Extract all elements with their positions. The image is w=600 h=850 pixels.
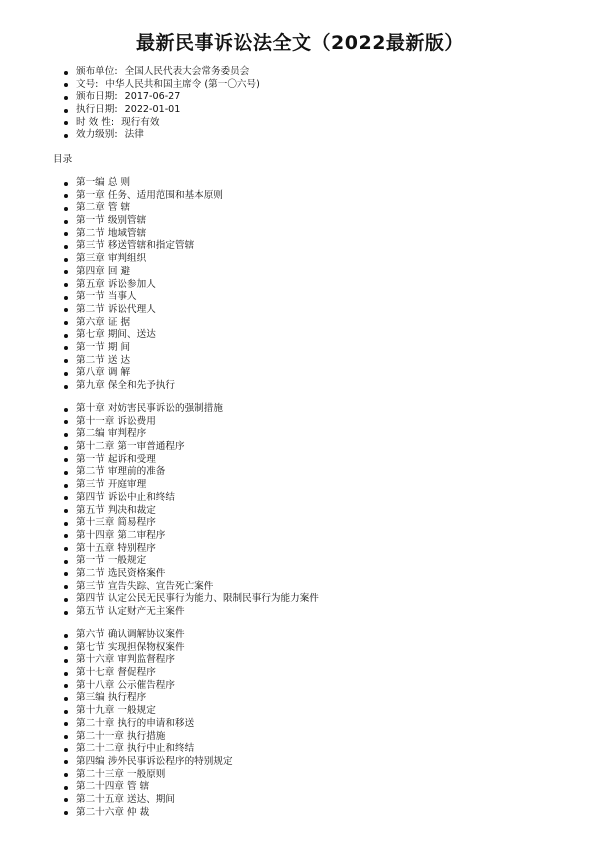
toc-item-label: 第二节 审理前的准备 [76, 466, 166, 478]
toc-item[interactable] [0, 329, 223, 342]
toc-item[interactable] [0, 428, 319, 441]
bullet-icon [64, 270, 68, 274]
meta-item-doc-number [0, 79, 260, 92]
toc-item-label: 第二十一章 执行措施 [76, 730, 166, 742]
toc-item-label: 第二十二章 执行中止和终结 [76, 743, 195, 755]
toc-item-label: 第十三章 简易程序 [76, 517, 156, 529]
toc-item[interactable] [0, 667, 233, 680]
toc-item-label: 第二十章 执行的申请和移送 [76, 717, 195, 729]
bullet-icon [64, 585, 68, 589]
toc-item[interactable] [0, 692, 233, 705]
meta-label: 时 效 性: [76, 116, 115, 128]
toc-item-label: 第七节 实现担保物权案件 [76, 641, 185, 653]
toc-item[interactable] [0, 479, 319, 492]
toc-item-label: 第五节 判决和裁定 [76, 504, 156, 516]
bullet-icon [64, 646, 68, 650]
meta-label: 效力级别: [76, 129, 118, 141]
toc-item[interactable] [0, 568, 319, 581]
bullet-icon [64, 283, 68, 287]
toc-item-label: 第六节 确认调解协议案件 [76, 629, 185, 640]
toc-item[interactable] [0, 492, 319, 505]
toc-item[interactable] [0, 743, 233, 756]
bullet-icon [64, 359, 68, 363]
toc-item-label: 第三节 宣告失踪、宣告死亡案件 [76, 580, 214, 592]
toc-list-3 [0, 629, 233, 819]
toc-item[interactable] [0, 291, 223, 304]
toc-item-label: 第四编 涉外民事诉讼程序的特别规定 [76, 755, 233, 767]
bullet-icon [64, 220, 68, 224]
toc-item-label: 第二章 管 辖 [76, 202, 131, 214]
bullet-icon [64, 773, 68, 777]
toc-item-label: 第一编 总 则 [76, 177, 131, 188]
toc-item[interactable] [0, 202, 223, 215]
toc-item[interactable] [0, 654, 233, 667]
toc-list-2 [0, 403, 319, 619]
toc-item-label: 第七章 期间、送达 [76, 329, 156, 341]
meta-value: 全国人民代表大会常务委员会 [124, 66, 250, 77]
toc-item[interactable] [0, 581, 319, 594]
bullet-icon [64, 634, 68, 638]
bullet-icon [64, 672, 68, 676]
bullet-icon [64, 509, 68, 513]
bullet-icon [64, 547, 68, 551]
toc-item[interactable] [0, 517, 319, 530]
toc-heading: 目录 [53, 154, 73, 165]
toc-item-label: 第十六章 审判监督程序 [76, 654, 175, 666]
toc-item[interactable] [0, 756, 233, 769]
bullet-icon [64, 71, 68, 75]
toc-item-label: 第四节 诉讼中止和终结 [76, 491, 175, 503]
bullet-icon [64, 245, 68, 249]
toc-item[interactable] [0, 530, 319, 543]
meta-value: 现行有效 [121, 116, 160, 128]
toc-item[interactable] [0, 253, 223, 266]
toc-item-label: 第五章 诉讼参加人 [76, 278, 156, 290]
meta-value: 2022-01-01 [124, 104, 181, 116]
toc-item[interactable] [0, 279, 223, 292]
toc-item[interactable] [0, 454, 319, 467]
toc-item[interactable] [0, 240, 223, 253]
meta-value: 法律 [124, 129, 144, 141]
bullet-icon [64, 611, 68, 615]
toc-item-label: 第十一章 诉讼费用 [76, 415, 156, 427]
toc-item-label: 第四节 认定公民无民事行为能力、限制民事行为能力案件 [76, 593, 319, 605]
meta-value: 中华人民共和国主席令 (第一〇六号) [105, 78, 260, 90]
bullet-icon [64, 659, 68, 663]
bullet-icon [64, 811, 68, 815]
toc-item-label: 第二编 审判程序 [76, 428, 147, 440]
bullet-icon [64, 496, 68, 500]
bullet-icon [64, 182, 68, 186]
toc-item[interactable] [0, 718, 233, 731]
bullet-icon [64, 522, 68, 526]
page-title: 最新民事诉讼法全文（2022最新版） [136, 32, 464, 54]
toc-item-label: 第一节 级别管辖 [76, 215, 147, 227]
bullet-icon [64, 296, 68, 300]
toc-item-label: 第九章 保全和先予执行 [76, 380, 175, 391]
toc-item-label: 第十五章 特别程序 [76, 542, 156, 554]
toc-item[interactable] [0, 629, 233, 642]
meta-item-validity [0, 117, 260, 130]
toc-item[interactable] [0, 593, 319, 606]
toc-item[interactable] [0, 441, 319, 454]
toc-item-label: 第十二章 第一审普通程序 [76, 441, 185, 453]
bullet-icon [64, 433, 68, 437]
bullet-icon [64, 134, 68, 138]
bullet-icon [64, 722, 68, 726]
toc-item-label: 第三编 执行程序 [76, 692, 147, 704]
bullet-icon [64, 697, 68, 701]
toc-item[interactable] [0, 466, 319, 479]
bullet-icon [64, 232, 68, 236]
toc-item-label: 第二十三章 一般原则 [76, 768, 166, 780]
toc-item[interactable] [0, 555, 319, 568]
toc-item[interactable] [0, 416, 319, 429]
toc-item[interactable] [0, 505, 319, 518]
bullet-icon [64, 735, 68, 739]
toc-item-label: 第三节 开庭审理 [76, 479, 147, 491]
bullet-icon [64, 446, 68, 450]
bullet-icon [64, 798, 68, 802]
toc-item[interactable] [0, 807, 233, 820]
bullet-icon [64, 372, 68, 376]
bullet-icon [64, 321, 68, 325]
bullet-icon [64, 334, 68, 338]
toc-item[interactable] [0, 794, 233, 807]
toc-item-label: 第一节 起诉和受理 [76, 453, 156, 465]
toc-item[interactable] [0, 680, 233, 693]
bullet-icon [64, 308, 68, 312]
toc-item[interactable] [0, 177, 223, 190]
toc-item[interactable] [0, 355, 223, 368]
bullet-icon [64, 194, 68, 198]
toc-item-label: 第二十四章 管 辖 [76, 781, 150, 793]
bullet-icon [64, 83, 68, 87]
toc-item-label: 第二节 诉讼代理人 [76, 303, 156, 315]
bullet-icon [64, 786, 68, 790]
meta-item-effective-date [0, 104, 260, 117]
toc-item[interactable] [0, 705, 233, 718]
meta-item-issuer [0, 66, 260, 79]
toc-item-label: 第五节 认定财产无主案件 [76, 606, 185, 617]
toc-item[interactable] [0, 215, 223, 228]
toc-item-label: 第二节 送 达 [76, 354, 131, 366]
bullet-icon [64, 109, 68, 113]
meta-label: 颁布单位: [76, 66, 118, 77]
toc-item-label: 第十八章 公示催告程序 [76, 679, 175, 691]
toc-item-label: 第一章 任务、适用范围和基本原则 [76, 189, 223, 201]
toc-item-label: 第四章 回 避 [76, 265, 131, 277]
toc-item-label: 第二十六章 仲 裁 [76, 806, 150, 818]
meta-item-issue-date [0, 91, 260, 104]
toc-item-label: 第十章 对妨害民事诉讼的强制措施 [76, 403, 223, 414]
bullet-icon [64, 96, 68, 100]
bullet-icon [64, 258, 68, 262]
toc-item[interactable] [0, 543, 319, 556]
bullet-icon [64, 420, 68, 424]
toc-item[interactable] [0, 403, 319, 416]
bullet-icon [64, 710, 68, 714]
toc-list-1 [0, 177, 223, 393]
meta-label: 执行日期: [76, 104, 118, 116]
toc-item[interactable] [0, 342, 223, 355]
toc-item-label: 第一节 一般规定 [76, 555, 147, 567]
meta-label: 颁布日期: [76, 91, 118, 103]
bullet-icon [64, 534, 68, 538]
toc-item[interactable] [0, 317, 223, 330]
toc-item[interactable] [0, 190, 223, 203]
toc-item-label: 第三节 移送管辖和指定管辖 [76, 240, 195, 252]
bullet-icon [64, 471, 68, 475]
meta-info-list [0, 66, 260, 142]
bullet-icon [64, 346, 68, 350]
toc-item[interactable] [0, 731, 233, 744]
meta-item-level [0, 129, 260, 142]
bullet-icon [64, 560, 68, 564]
toc-item[interactable] [0, 781, 233, 794]
meta-label: 文号: [76, 78, 99, 90]
toc-item[interactable] [0, 769, 233, 782]
toc-item[interactable] [0, 642, 233, 655]
bullet-icon [64, 598, 68, 602]
toc-item[interactable] [0, 228, 223, 241]
toc-item-label: 第二节 选民资格案件 [76, 567, 166, 579]
toc-item[interactable] [0, 266, 223, 279]
toc-item-label: 第六章 证 据 [76, 316, 131, 328]
toc-item[interactable] [0, 304, 223, 317]
bullet-icon [64, 408, 68, 412]
bullet-icon [64, 484, 68, 488]
bullet-icon [64, 572, 68, 576]
bullet-icon [64, 458, 68, 462]
bullet-icon [64, 385, 68, 389]
meta-value: 2017-06-27 [124, 91, 181, 103]
bullet-icon [64, 121, 68, 125]
toc-item-label: 第三章 审判组织 [76, 253, 147, 265]
toc-item[interactable] [0, 380, 223, 393]
toc-item-label: 第二十五章 送达、期间 [76, 793, 175, 805]
toc-item-label: 第一节 当事人 [76, 291, 137, 303]
toc-item[interactable] [0, 606, 319, 619]
toc-item-label: 第八章 调 解 [76, 367, 131, 379]
bullet-icon [64, 207, 68, 211]
toc-item-label: 第十四章 第二审程序 [76, 529, 166, 541]
toc-item-label: 第一节 期 间 [76, 341, 131, 353]
bullet-icon [64, 760, 68, 764]
bullet-icon [64, 748, 68, 752]
toc-item-label: 第十九章 一般规定 [76, 705, 156, 717]
toc-item[interactable] [0, 367, 223, 380]
toc-item-label: 第十七章 督促程序 [76, 667, 156, 679]
bullet-icon [64, 684, 68, 688]
toc-item-label: 第二节 地域管辖 [76, 227, 147, 239]
